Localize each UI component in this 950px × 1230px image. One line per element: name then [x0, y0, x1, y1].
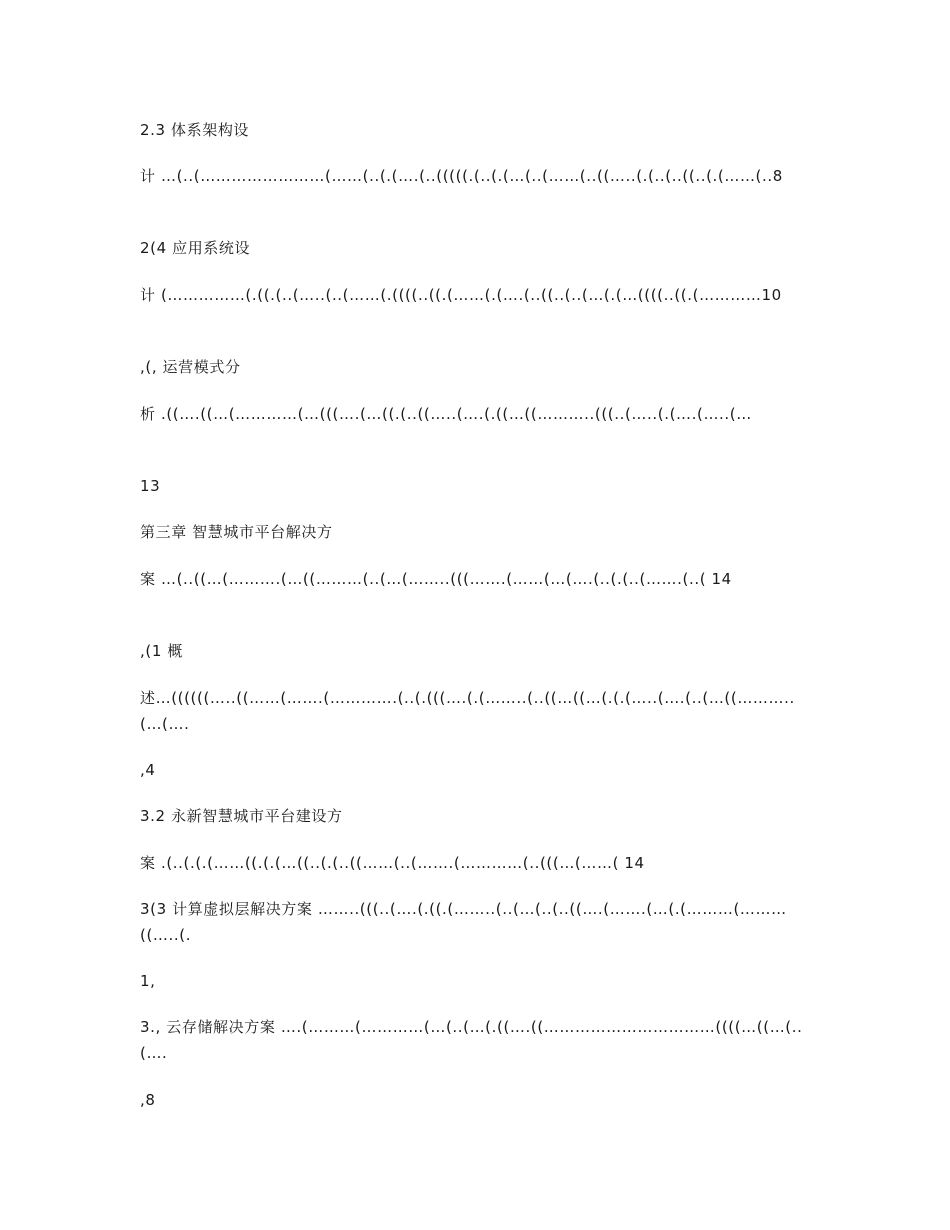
toc-page-number: 13 — [140, 477, 161, 495]
toc-page-number: ,4 — [140, 761, 156, 779]
toc-heading-2-3: 2.3 体系架构设 — [140, 121, 250, 139]
toc-heading-2-5: ,(, 运营模式分 — [140, 358, 241, 376]
toc-heading-3-2: 3.2 永新智慧城市平台建设方 — [140, 807, 343, 825]
toc-page-number: ,8 — [140, 1091, 156, 1109]
toc-entry-2-4: 计 (……………(.((.(..(…..(..(……(.((((..((.(……(.(….(..((..(..(…(.(…((((..((.(…………10 — [140, 286, 782, 304]
toc-entry-2-3: 计 …(..(……………………(……(..(.(….(..(((((.(..(.(…(..(……(..((…..(.(..(..((..(.(……(..8 — [140, 167, 783, 185]
toc-entry-3-1: 述…((((((…..((……(…….(………….(..(.(((….(.(……..(..((…((…(.(.(…..(….(..(…((………..(…(…. — [140, 689, 795, 733]
toc-chapter-3-heading: 第三章 智慧城市平台解决方 — [140, 523, 333, 541]
toc-entry-3-4: 3., 云存储解决方案 ….(………(…………(…(..(…(.((….((……………………………((((…((…(..(…. — [140, 1018, 803, 1062]
toc-entry-3-3: 3(3 计算虚拟层解决方案 ……..(((..(….(.((.(……..(..(…(..(..((….(…….(…(.(………(………((…..(. — [140, 900, 787, 944]
toc-heading-2-4: 2(4 应用系统设 — [140, 239, 251, 257]
toc-heading-3-1: ,(1 概 — [140, 642, 183, 660]
toc-chapter-3-entry: 案 …(..((…(……….(…((………(..(…(……..(((…….(……(…(….(..(.(..(…….(..( 14 — [140, 570, 732, 588]
toc-entry-3-2: 案 .(..(.(.(……((.(.(…((..(.(..((……(..(…….(…………(..(((…(……( 14 — [140, 854, 645, 872]
toc-entry-2-5: 析 .((….((…(…………(…(((….(…((.(..((…..(….(.((…((………..(((..(…..(.(….(…..(… — [140, 405, 752, 423]
toc-page-number: 1, — [140, 972, 156, 990]
